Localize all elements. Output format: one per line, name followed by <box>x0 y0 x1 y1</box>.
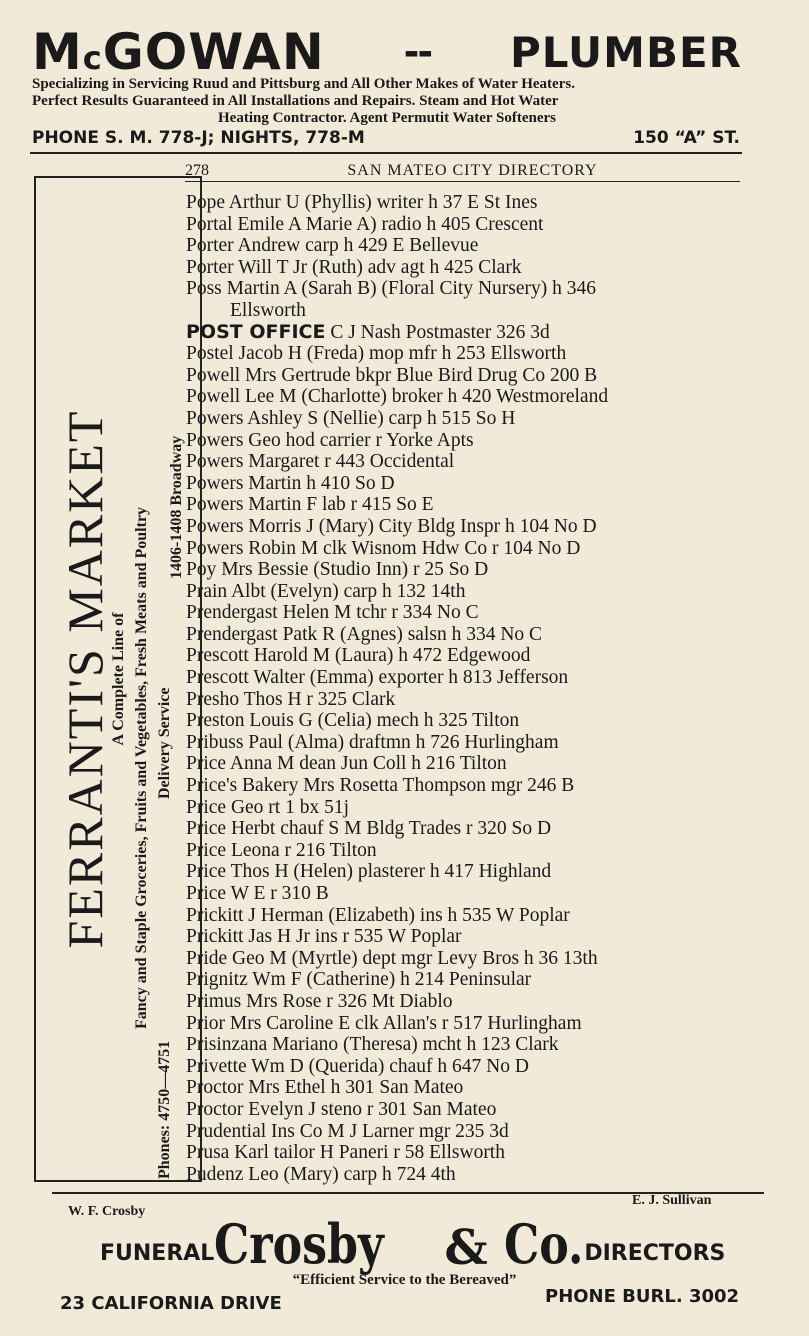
list-item-post-office <box>186 322 766 344</box>
plumber-label: PLUMBER <box>510 27 742 77</box>
list-item: Poy Mrs Bessie (Studio Inn) r 25 So D <box>186 559 489 581</box>
header-ad-text <box>32 76 742 127</box>
footer-motto: “Efficient Service to the Bereaved” <box>292 1272 517 1288</box>
list-item: Primus Mrs Rose r 326 Mt Diablo <box>186 990 453 1012</box>
ampersand: & <box>444 1220 488 1276</box>
list-item: Powers Martin h 410 So D <box>186 472 395 494</box>
list-item: Price Geo rt 1 bx 51j <box>186 796 350 818</box>
list-item: Porter Andrew carp h 429 E Bellevue <box>186 235 479 257</box>
page-number: 278 <box>185 162 209 179</box>
list-item: Powell Mrs Gertrude bkpr Blue Bird Drug Co 200 B <box>186 364 598 386</box>
running-head <box>185 162 740 180</box>
footer-left-director: W. F. Crosby <box>68 1204 146 1219</box>
list-item: Prudential Ins Co M J Larner mgr 235 3d <box>186 1120 509 1142</box>
list-item: Pope Arthur U (Phyllis) writer h 37 E St Ines <box>186 192 538 213</box>
list-item: Postel Jacob H (Freda) mop mfr h 253 Ellsworth <box>186 343 567 365</box>
crosby-logo-line <box>100 1200 740 1276</box>
list-item: Prain Albt (Evelyn) carp h 132 14th <box>186 580 466 602</box>
list-item: Prendergast Patk R (Agnes) salsn h 334 No C <box>186 623 543 645</box>
list-item: Pribuss Paul (Alma) draftmn h 726 Hurlingham <box>186 731 559 753</box>
list-item: Proctor Evelyn J steno r 301 San Mateo <box>186 1098 497 1120</box>
list-item: Proctor Mrs Ethel h 301 San Mateo <box>186 1077 464 1099</box>
ferranti-name: FERRANTI'S MARKET <box>57 409 113 949</box>
list-item: Powell Lee M (Charlotte) broker h 420 Westmoreland <box>186 386 609 408</box>
list-item: Prescott Harold M (Laura) h 472 Edgewood <box>186 645 531 667</box>
directory-title: SAN MATEO CITY DIRECTORY <box>347 162 598 179</box>
list-item: Price Anna M dean Jun Coll h 216 Tilton <box>186 753 507 775</box>
header-line-1: Specializing in Servicing Ruud and Pittsburg and All Other Makes of Water Heaters. <box>32 76 575 92</box>
list-item: Price W E r 310 B <box>186 883 329 904</box>
list-item: Prickitt J Herman (Elizabeth) ins h 535 W Poplar <box>186 904 570 926</box>
mcgowan-name: McGOWAN <box>32 23 325 81</box>
header-line-2: Perfect Results Guaranteed in All Installations and Repairs. Steam and Hot Water <box>32 93 559 109</box>
ferranti-line-1: A Complete Line of <box>110 612 127 746</box>
list-item: Price Thos H (Helen) plasterer h 417 Highland <box>186 861 552 883</box>
list-item: Powers Robin M clk Wisnom Hdw Co r 104 No D <box>186 537 581 559</box>
post-office-text: C J Nash Postmaster 326 3d <box>330 321 550 343</box>
directory-entries <box>186 192 766 1185</box>
list-item: Powers Morris J (Mary) City Bldg Inspr h 104 No D <box>186 515 597 537</box>
list-item: Powers Margaret r 443 Occidental <box>186 451 455 473</box>
header-ad-title <box>32 22 742 82</box>
ferranti-market-ad <box>34 176 202 1182</box>
list-item: Presho Thos H r 325 Clark <box>186 688 396 710</box>
header-dashes: -- <box>403 30 432 74</box>
ferranti-goods: Fancy and Staple Groceries, Fruits and Vegetables, Fresh Meats and Poultry <box>133 506 150 1029</box>
list-item: Porter Will T Jr (Ruth) adv agt h 425 Clark <box>186 256 522 278</box>
list-item: Prendergast Helen M tchr r 334 No C <box>186 602 479 624</box>
footer-right-director: E. J. Sullivan <box>632 1193 712 1208</box>
crosby-name: Crosby <box>214 1212 385 1276</box>
header-phone: PHONE S. M. 778-J; NIGHTS, 778-M <box>32 128 365 148</box>
list-item: Powers Ashley S (Nellie) carp h 515 So H <box>186 407 516 429</box>
list-item: Price Leona r 216 Tilton <box>186 839 377 861</box>
list-item: Pride Geo M (Myrtle) dept mgr Levy Bros h 36 13th <box>186 947 598 969</box>
list-item: Prescott Walter (Emma) exporter h 813 Jefferson <box>186 667 569 689</box>
list-item: Powers Martin F lab r 415 So E <box>186 494 434 516</box>
list-item: Pudenz Leo (Mary) carp h 724 4th <box>186 1163 456 1185</box>
directors-label: DIRECTORS <box>584 1241 726 1266</box>
list-item: Price Herbt chauf S M Bldg Trades r 320 So D <box>186 818 552 840</box>
post-office-label: POST OFFICE <box>186 320 326 343</box>
header-line-3: Heating Contractor. Agent Permutit Water Softeners <box>218 110 556 126</box>
header-address: 150 “A” ST. <box>633 128 740 148</box>
list-item: Prignitz Wm F (Catherine) h 214 Peninsular <box>186 969 532 991</box>
ferranti-phones: Phones: 4750—4751 <box>156 1040 173 1179</box>
list-item: Privette Wm D (Querida) chauf h 647 No D <box>186 1055 529 1077</box>
list-item: Prickitt Jas H Jr ins r 535 W Poplar <box>186 926 462 948</box>
header-rule <box>30 152 742 154</box>
list-item: Price's Bakery Mrs Rosetta Thompson mgr 246 B <box>186 775 575 797</box>
footer-address: 23 CALIFORNIA DRIVE <box>60 1293 282 1314</box>
funeral-label: FUNERAL <box>100 1241 215 1266</box>
ferranti-delivery: Delivery Service <box>156 687 173 799</box>
list-item: Prusa Karl tailor H Paneri r 58 Ellsworth <box>186 1142 505 1164</box>
list-item-continuation: Ellsworth <box>230 299 306 321</box>
footer-phone: PHONE BURL. 3002 <box>545 1286 740 1307</box>
ferranti-address: 1406-1408 Broadway <box>168 435 185 579</box>
header-contact <box>32 128 740 148</box>
running-head-rule <box>185 181 740 182</box>
list-item: Preston Louis G (Celia) mech h 325 Tilton <box>186 710 520 732</box>
list-item: Prior Mrs Caroline E clk Allan's r 517 Hurlingham <box>186 1012 582 1034</box>
list-item: Poss Martin A (Sarah B) (Floral City Nursery) h 346 <box>186 278 597 300</box>
list-item: Portal Emile A Marie A) radio h 405 Crescent <box>186 213 544 235</box>
list-item: Prisinzana Mariano (Theresa) mcht h 123 Clark <box>186 1034 559 1056</box>
list-item: Powers Geo hod carrier r Yorke Apts <box>186 429 474 451</box>
co-label: Co. <box>504 1212 584 1276</box>
